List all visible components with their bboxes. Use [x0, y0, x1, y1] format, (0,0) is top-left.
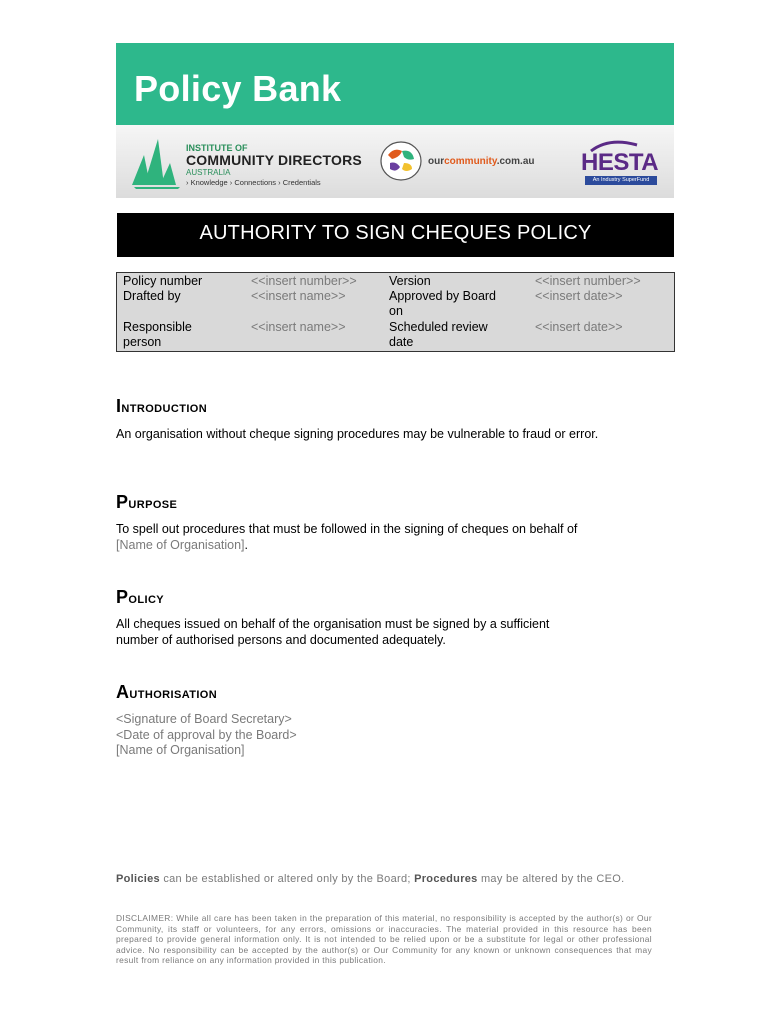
- responsible-person-label-line1: Responsible: [123, 320, 192, 334]
- authorisation-date-placeholder: <Date of approval by the Board>: [116, 727, 297, 742]
- approved-by-board-value: <<insert date>>: [535, 289, 623, 303]
- policy-line1: All cheques issued on behalf of the organisation must be signed by a sufficient: [116, 617, 550, 631]
- purpose-end: .: [244, 537, 249, 552]
- policy-line2: number of authorised persons and documented adequately.: [116, 632, 446, 647]
- purpose-organisation-placeholder: [Name of Organisation]: [116, 537, 245, 552]
- icd-line2: COMMUNITY DIRECTORS: [186, 152, 362, 168]
- policy-heading: [116, 587, 164, 608]
- policy-text: [116, 617, 652, 648]
- icd-line1: INSTITUTE OF: [186, 143, 248, 153]
- policy-heading-cap: P: [116, 587, 129, 607]
- purpose-heading-rest: urpose: [128, 495, 178, 512]
- hesta-tagline: An Industry SuperFund: [585, 176, 657, 185]
- policy-metadata-table: [116, 272, 675, 352]
- approved-by-board-label-line1: Approved by Board: [389, 289, 497, 303]
- ourcommunity-logo: [378, 139, 548, 183]
- scheduled-review-label-line1: Scheduled review: [389, 320, 488, 334]
- authorisation-block: [116, 712, 652, 759]
- authorisation-heading: [116, 682, 217, 703]
- ourcommunity-prefix: our: [428, 156, 445, 167]
- introduction-heading: [116, 396, 207, 417]
- responsible-person-value: <<insert name>>: [251, 320, 346, 334]
- policy-heading-rest: olicy: [128, 590, 165, 607]
- policy-number-value: <<insert number>>: [251, 274, 357, 288]
- drafted-by-value: <<insert name>>: [251, 289, 346, 303]
- scheduled-review-label-line2: date: [389, 335, 414, 349]
- approved-by-board-label-line2: on: [389, 304, 403, 318]
- icd-logo-text: [186, 143, 362, 189]
- icd-logo: [130, 133, 380, 189]
- procedures-bold: Procedures: [414, 873, 478, 885]
- authorisation-heading-rest: uthorisation: [129, 685, 218, 702]
- ourcommunity-middle: community: [444, 156, 497, 167]
- icd-line3: AUSTRALIA: [186, 168, 231, 177]
- hesta-logo: [579, 139, 661, 187]
- purpose-heading: [116, 492, 177, 513]
- purpose-line2: [116, 538, 652, 554]
- authorisation-heading-cap: A: [116, 682, 130, 702]
- purpose-heading-cap: P: [116, 492, 129, 512]
- introduction-heading-rest: ntroduction: [121, 399, 208, 416]
- introduction-heading-cap: I: [116, 396, 122, 416]
- ourcommunity-globe-icon: [378, 139, 424, 183]
- policies-text: can be established or altered only by the Board;: [159, 873, 415, 885]
- ourcommunity-suffix: .com.au: [496, 156, 535, 167]
- policy-number-label: Policy number: [123, 274, 203, 288]
- document-title: AUTHORITY TO SIGN CHEQUES POLICY: [117, 213, 674, 257]
- hesta-wordmark: HESTA: [581, 149, 659, 176]
- logo-strip: [116, 125, 674, 198]
- icd-sails-icon: [130, 133, 184, 189]
- icd-line4: › Knowledge › Connections › Credentials: [186, 178, 321, 187]
- authorisation-signature-placeholder: <Signature of Board Secretary>: [116, 712, 292, 726]
- scheduled-review-value: <<insert date>>: [535, 320, 623, 334]
- purpose-line1: To spell out procedures that must be followed in the signing of cheques on behalf of: [116, 522, 578, 536]
- banner-title: Policy Bank: [134, 68, 342, 109]
- version-value: <<insert number>>: [535, 274, 641, 288]
- policies-procedures-note: [116, 872, 652, 886]
- procedures-text: may be altered by the CEO.: [477, 873, 625, 885]
- policy-bank-banner: [116, 43, 674, 125]
- introduction-text: An organisation without cheque signing procedures may be vulnerable to fraud or error.: [116, 427, 599, 441]
- ourcommunity-text: [428, 156, 535, 167]
- policies-bold: Policies: [116, 873, 160, 885]
- disclaimer-text: DISCLAIMER: While all care has been taken in the preparation of this material, no responsibility is accepted by the author(s) or Our Community, its staff or volunteers, for any errors, omissions or inaccuracies. The material provided in this resource has been prepared to provide general information only. It is not intended to be relied upon or be a substitute for legal or other professional advice. No responsibility can be accepted by the author(s) or Our Community for any known or unknown consequences that may result from reliance on any information provided in this publication.: [116, 913, 652, 965]
- version-label: Version: [389, 274, 431, 288]
- responsible-person-label-line2: person: [123, 335, 162, 349]
- purpose-text: [116, 522, 652, 553]
- authorisation-organisation-placeholder: [Name of Organisation]: [116, 743, 245, 757]
- drafted-by-label: Drafted by: [123, 289, 181, 303]
